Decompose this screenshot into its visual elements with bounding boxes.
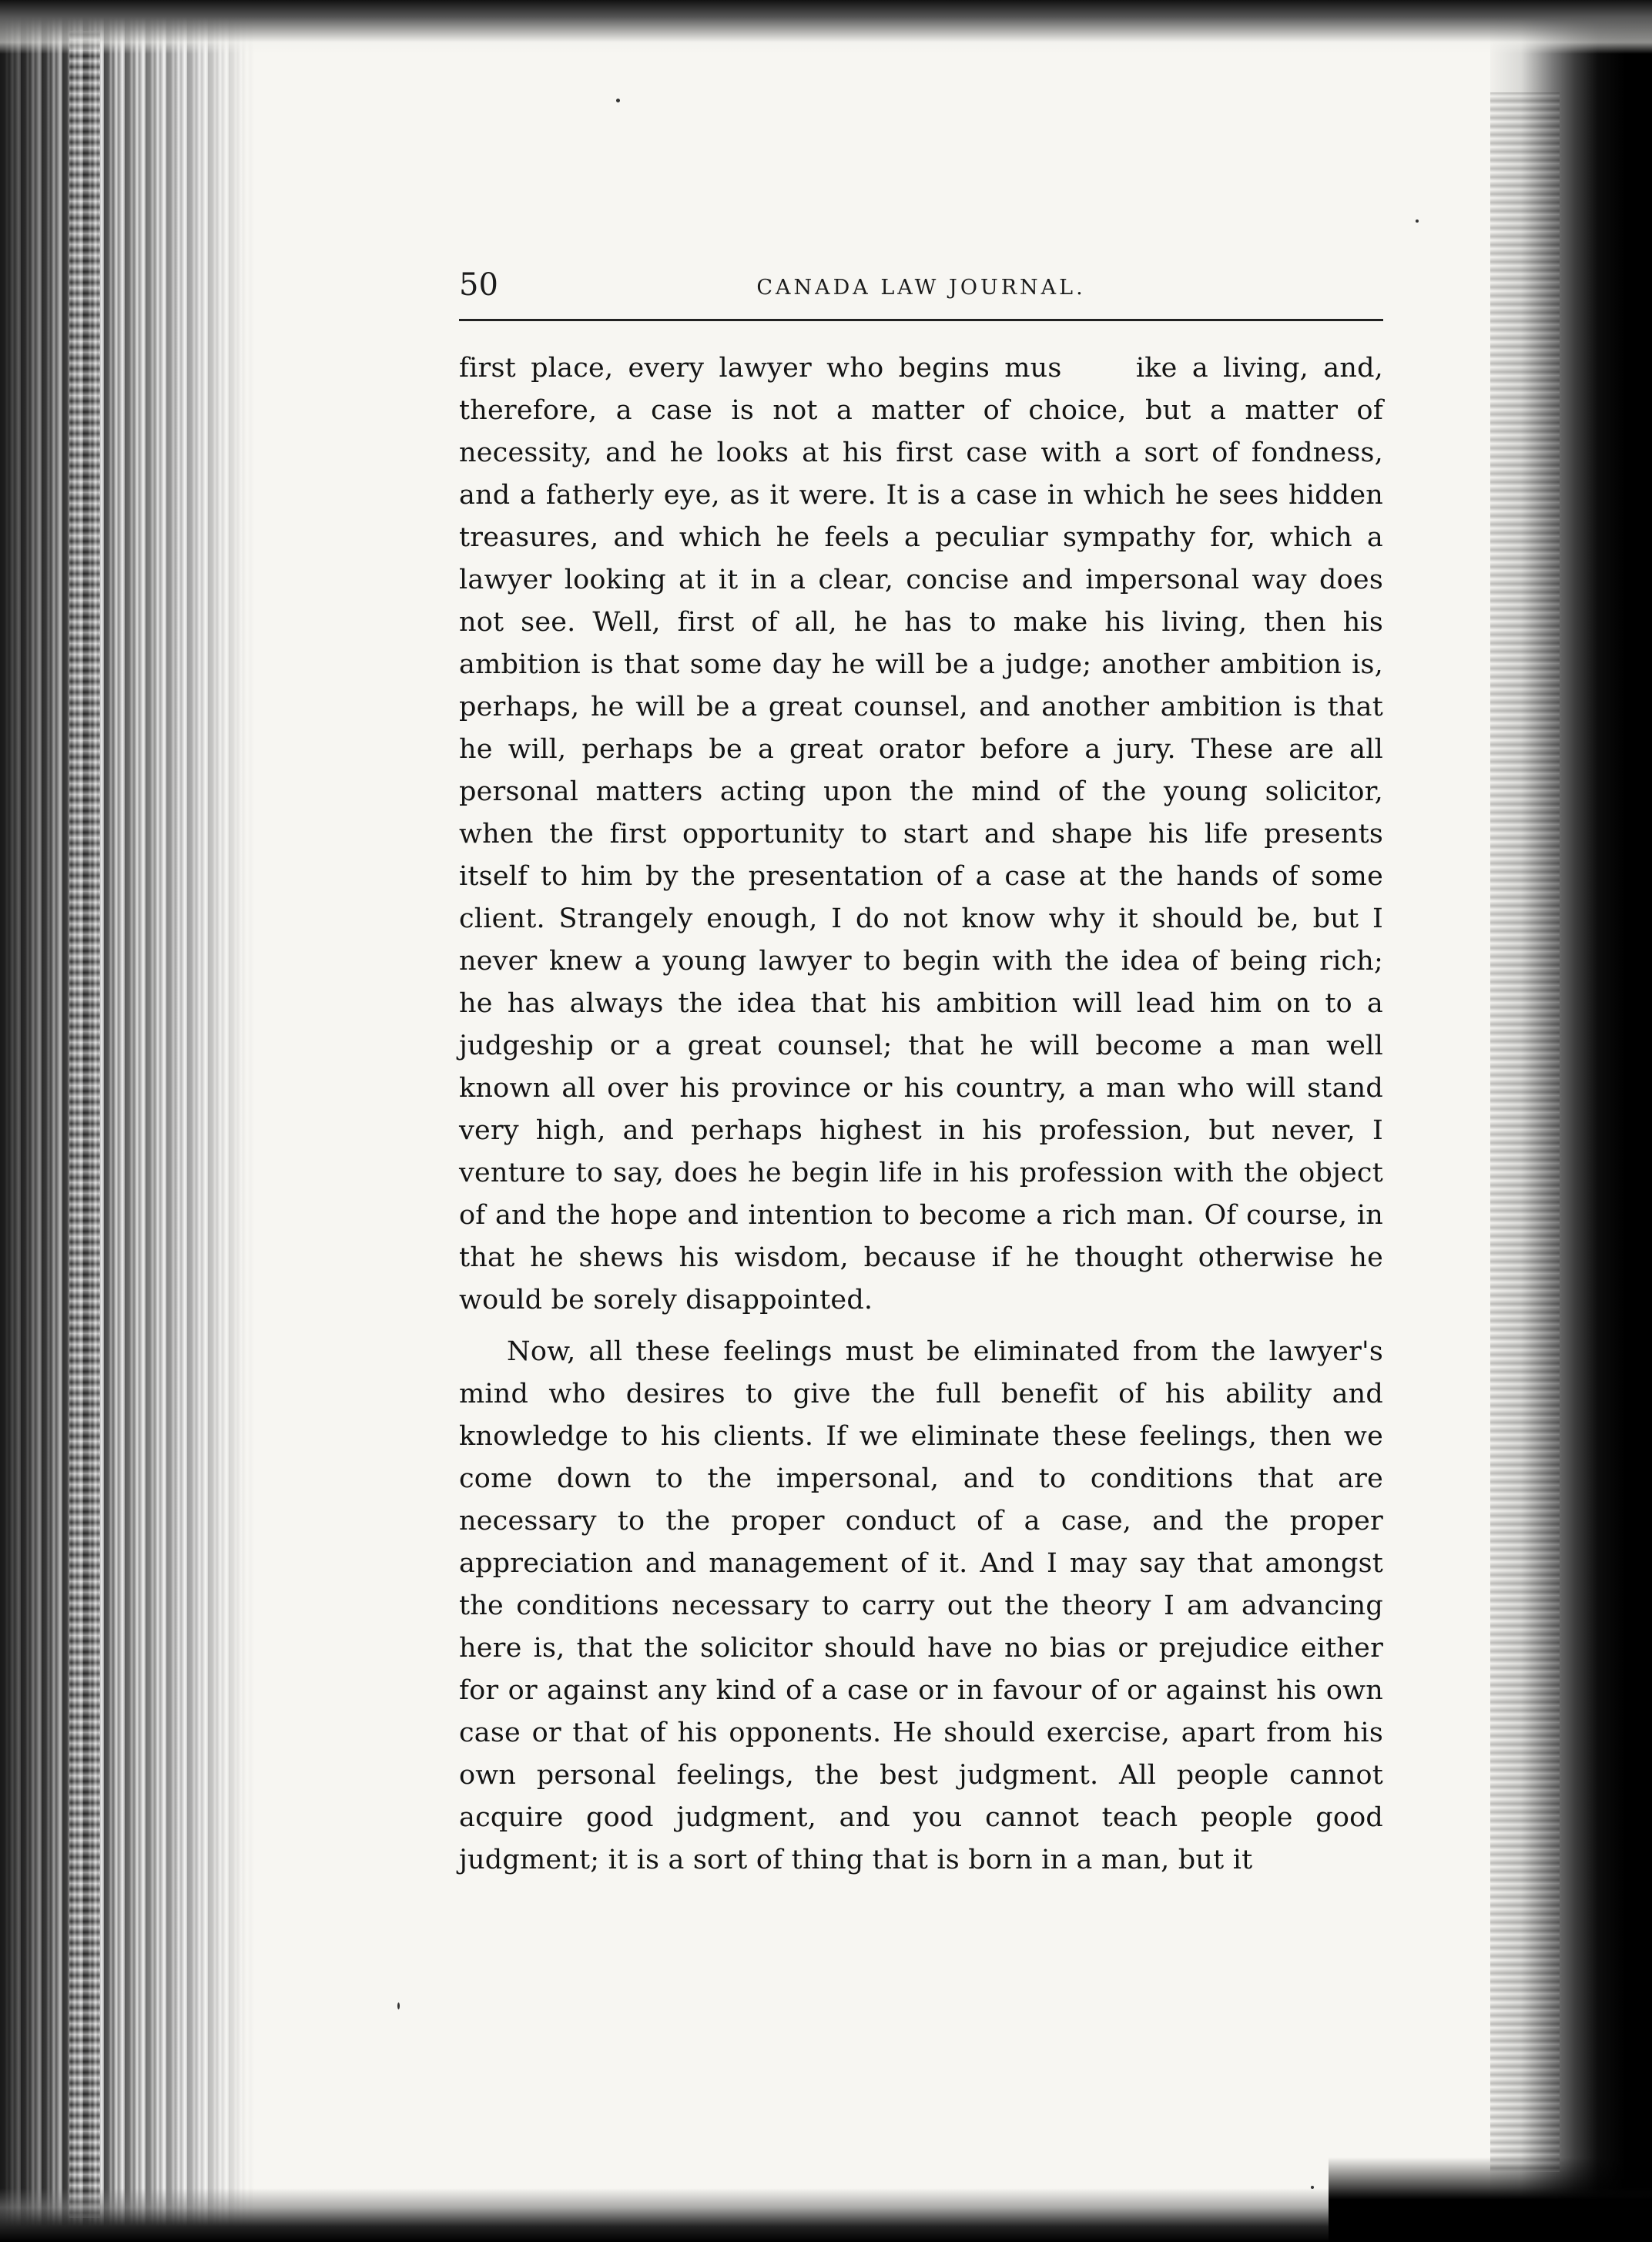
- right-border-texture: [1490, 92, 1560, 2172]
- running-head: [459, 262, 1383, 308]
- scan-speck: [616, 99, 620, 102]
- paragraph-continued: first place, every lawyer who begins mus ike a living, and, therefore, a case is not a matter of choice, but a matter of necessity, and he looks at his first case with a sort of fondness, and a fatherly eye, as it were. It is a case in which he sees hidden treasures, and which he feels a peculiar sympathy for, which a lawyer looking at it in a clear, concise and impersonal way does not see. Well, first of all, he has to make his living, then his ambition is that some day he will be a judge; another ambition is, perhaps, he will be a great counsel, and another ambition is that he will, perhaps be a great orator before a jury. These are all personal matters acting upon the mind of the young solicitor, when the first opportunity to start and shape his life presents itself to him by the presentation of a case at the hands of some client. Strangely enough, I do not know why it should be, but I never knew a young lawyer to begin with the idea of being rich; he has always the idea that his ambition will lead him on to a judgeship or a great counsel; that he will become a man well known all over his province or his country, a man who will stand very high, and perhaps highest in his profession, but never, I venture to say, does he begin life in his profession with the object of and the hope and intention to become a rich man. Of course, in that he shews his wisdom, because if he thought otherwise he would be sorely disappointed.: [459, 353, 1383, 1315]
- scan-speck: [397, 2002, 400, 2009]
- scan-speck: [1416, 220, 1419, 223]
- binding-edge-texture: [69, 31, 100, 2218]
- page-number: 50: [459, 267, 498, 303]
- article-body: [459, 347, 1383, 1882]
- top-scan-edge: [0, 0, 1652, 54]
- header-rule: [459, 319, 1383, 321]
- bottom-right-scan-edge: [1329, 2157, 1652, 2242]
- scan-speck: [1311, 2186, 1314, 2189]
- journal-title: CANADA LAW JOURNAL.: [756, 276, 1086, 300]
- page-content: [459, 262, 1383, 1882]
- paragraph: Now, all these feelings must be eliminated from the lawyer's mind who desires to give the full benefit of his ability and knowledge to his clients. If we eliminate these feelings, then we come down to the impersonal, and to conditions that are necessary to the proper conduct of a case, and the proper appreciation and management of it. And I may say that amongst the conditions necessary to carry out the theory I am advancing here is, that the solicitor should have no bias or prejudice either for or against any kind of a case or in favour of or against his own case or that of his opponents. He should exercise, apart from his own personal feelings, the best judgment. All people cannot acquire good judgment, and you cannot teach people good judgment; it is a sort of thing that is born in a man, but it: [459, 1336, 1383, 1875]
- binding-gutter: [0, 0, 254, 2242]
